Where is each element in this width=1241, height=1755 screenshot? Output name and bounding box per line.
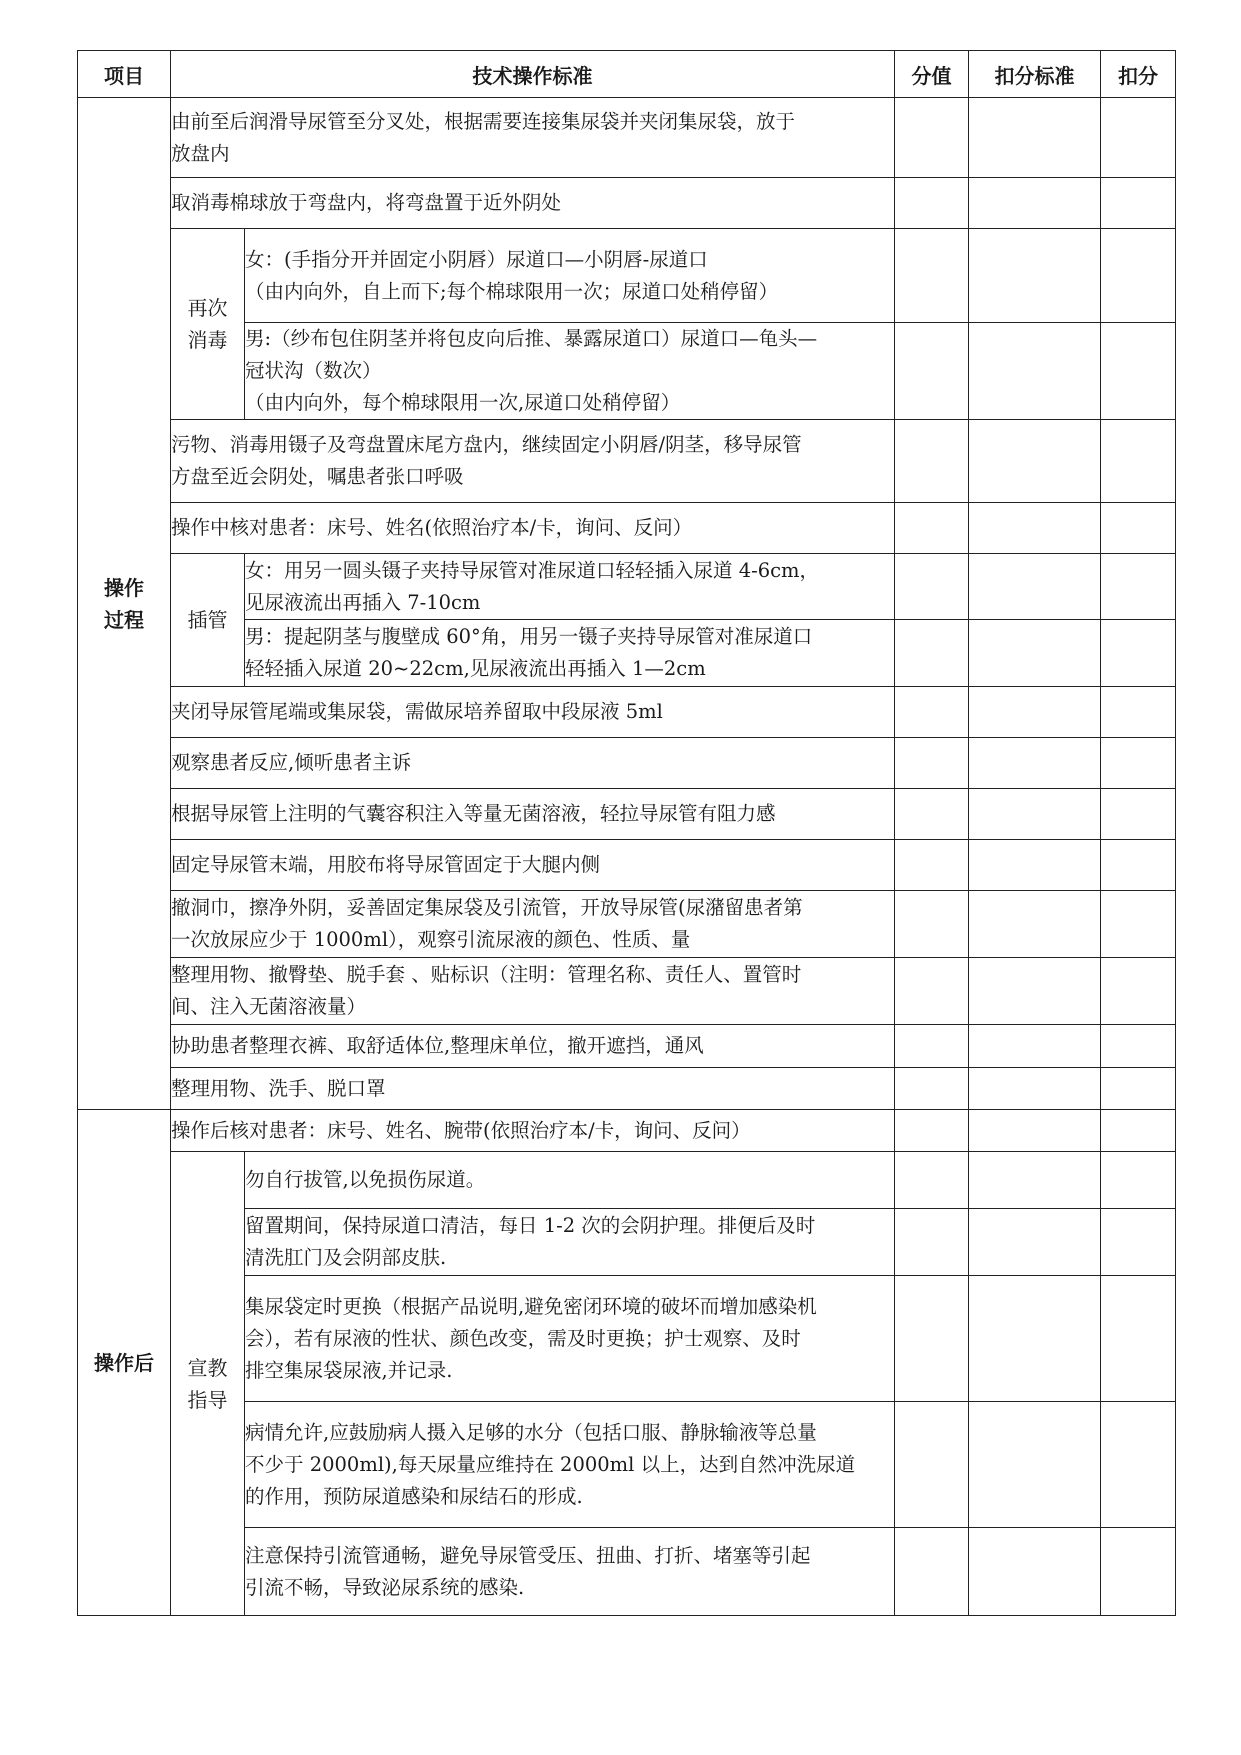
score-cell[interactable] <box>895 1152 969 1209</box>
deduct-cell[interactable] <box>1101 1209 1176 1276</box>
deduct-standard-cell[interactable] <box>969 620 1101 687</box>
deduct-standard-cell[interactable] <box>969 1209 1101 1276</box>
score-cell[interactable] <box>895 554 969 620</box>
score-cell[interactable] <box>895 229 969 323</box>
row-text: 协助患者整理衣裤、取舒适体位,整理床单位，撤开遮挡，通风 <box>171 1025 895 1068</box>
score-cell[interactable] <box>895 1209 969 1276</box>
row-text: 撤洞巾，擦净外阴，妥善固定集尿袋及引流管，开放导尿管(尿潴留患者第 一次放尿应少于 1000ml），观察引流尿液的颜色、性质、量 <box>171 891 895 958</box>
row-text: 由前至后润滑导尿管至分叉处，根据需要连接集尿袋并夹闭集尿袋，放于 放盘内 <box>171 98 895 178</box>
score-cell[interactable] <box>895 1276 969 1402</box>
score-cell[interactable] <box>895 98 969 178</box>
deduct-standard-cell[interactable] <box>969 1110 1101 1152</box>
row-text: 夹闭导尿管尾端或集尿袋，需做尿培养留取中段尿液 5ml <box>171 687 895 738</box>
table-row <box>78 420 1176 503</box>
deduct-standard-cell[interactable] <box>969 178 1101 229</box>
subsection-education-label: 宣教 指导 <box>171 1152 245 1616</box>
deduct-cell[interactable] <box>1101 229 1176 323</box>
deduct-standard-cell[interactable] <box>969 1528 1101 1616</box>
score-cell[interactable] <box>895 687 969 738</box>
score-cell[interactable] <box>895 958 969 1025</box>
score-cell[interactable] <box>895 738 969 789</box>
score-cell[interactable] <box>895 620 969 687</box>
row-text: 操作后核对患者：床号、姓名、腕带(依照治疗本/卡，询问、反问） <box>171 1110 895 1152</box>
table-row <box>78 1110 1176 1152</box>
score-cell[interactable] <box>895 1528 969 1616</box>
deduct-cell[interactable] <box>1101 178 1176 229</box>
table-row <box>78 687 1176 738</box>
deduct-cell[interactable] <box>1101 840 1176 891</box>
score-cell[interactable] <box>895 891 969 958</box>
row-text: 集尿袋定时更换（根据产品说明,避免密闭环境的破坏而增加感染机 会），若有尿液的性状、颜色改变，需及时更换；护士观察、及时 排空集尿袋尿液,并记录. <box>245 1276 895 1402</box>
header-deduct: 扣分 <box>1101 51 1176 98</box>
score-cell[interactable] <box>895 503 969 554</box>
row-text: 勿自行拔管,以免损伤尿道。 <box>245 1152 895 1209</box>
score-cell[interactable] <box>895 789 969 840</box>
table-row <box>78 178 1176 229</box>
score-cell[interactable] <box>895 420 969 503</box>
header-standard: 技术操作标准 <box>171 51 895 98</box>
deduct-cell[interactable] <box>1101 1276 1176 1402</box>
deduct-cell[interactable] <box>1101 1110 1176 1152</box>
row-text: 根据导尿管上注明的气囊容积注入等量无菌溶液，轻拉导尿管有阻力感 <box>171 789 895 840</box>
deduct-standard-cell[interactable] <box>969 1152 1101 1209</box>
row-text: 操作中核对患者：床号、姓名(依照治疗本/卡，询问、反问） <box>171 503 895 554</box>
score-cell[interactable] <box>895 840 969 891</box>
table-row <box>78 1068 1176 1110</box>
section-after-label: 操作后 <box>78 1110 171 1616</box>
deduct-cell[interactable] <box>1101 503 1176 554</box>
header-row <box>78 51 1176 98</box>
deduct-cell[interactable] <box>1101 687 1176 738</box>
operation-standard-table <box>77 50 1176 1616</box>
table-row <box>78 503 1176 554</box>
deduct-standard-cell[interactable] <box>969 323 1101 420</box>
deduct-standard-cell[interactable] <box>969 229 1101 323</box>
deduct-standard-cell[interactable] <box>969 1402 1101 1528</box>
table-row <box>78 229 1176 323</box>
deduct-cell[interactable] <box>1101 1025 1176 1068</box>
table-row <box>78 738 1176 789</box>
row-text: 男：提起阴茎与腹壁成 60°角，用另一镊子夹持导尿管对准尿道口 轻轻插入尿道 20~22cm,见尿液流出再插入 1—2cm <box>245 620 895 687</box>
deduct-cell[interactable] <box>1101 789 1176 840</box>
deduct-cell[interactable] <box>1101 620 1176 687</box>
deduct-standard-cell[interactable] <box>969 738 1101 789</box>
subsection-redisinfect-label: 再次 消毒 <box>171 229 245 420</box>
section-process-label: 操作 过程 <box>78 98 171 1110</box>
deduct-standard-cell[interactable] <box>969 958 1101 1025</box>
table-row <box>78 98 1176 178</box>
row-text: 注意保持引流管通畅，避免导尿管受压、扭曲、打折、堵塞等引起 引流不畅，导致泌尿系统的感染. <box>245 1528 895 1616</box>
deduct-standard-cell[interactable] <box>969 554 1101 620</box>
deduct-cell[interactable] <box>1101 891 1176 958</box>
row-text: 男:（纱布包住阴茎并将包皮向后推、暴露尿道口）尿道口—龟头— 冠状沟（数次） （由内向外，每个棉球限用一次,尿道口处稍停留） <box>245 323 895 420</box>
table-row <box>78 958 1176 1025</box>
table-row <box>78 1152 1176 1209</box>
table-row <box>78 891 1176 958</box>
deduct-cell[interactable] <box>1101 323 1176 420</box>
deduct-standard-cell[interactable] <box>969 1068 1101 1110</box>
score-cell[interactable] <box>895 1110 969 1152</box>
deduct-cell[interactable] <box>1101 420 1176 503</box>
row-text: 整理用物、撤臀垫、脱手套 、贴标识（注明：管理名称、责任人、置管时 间、注入无菌溶液量） <box>171 958 895 1025</box>
row-text: 病情允许,应鼓励病人摄入足够的水分（包括口服、静脉输液等总量 不少于 2000ml),每天尿量应维持在 2000ml 以上，达到自然冲洗尿道 的作用，预防尿道感染和尿结石的形成. <box>245 1402 895 1528</box>
deduct-standard-cell[interactable] <box>969 891 1101 958</box>
row-text: 整理用物、洗手、脱口罩 <box>171 1068 895 1110</box>
row-text: 女：用另一圆头镊子夹持导尿管对准尿道口轻轻插入尿道 4-6cm， 见尿液流出再插入 7-10cm <box>245 554 895 620</box>
row-text: 固定导尿管末端，用胶布将导尿管固定于大腿内侧 <box>171 840 895 891</box>
deduct-cell[interactable] <box>1101 958 1176 1025</box>
header-deduct-standard: 扣分标准 <box>969 51 1101 98</box>
deduct-cell[interactable] <box>1101 1068 1176 1110</box>
score-cell[interactable] <box>895 1025 969 1068</box>
score-cell[interactable] <box>895 1068 969 1110</box>
subsection-catheterize-label: 插管 <box>171 554 245 687</box>
deduct-standard-cell[interactable] <box>969 1276 1101 1402</box>
row-text: 取消毒棉球放于弯盘内，将弯盘置于近外阴处 <box>171 178 895 229</box>
score-cell[interactable] <box>895 178 969 229</box>
deduct-cell[interactable] <box>1101 554 1176 620</box>
table-row <box>78 554 1176 620</box>
deduct-standard-cell[interactable] <box>969 98 1101 178</box>
row-text: 留置期间，保持尿道口清洁，每日 1-2 次的会阴护理。排便后及时 清洗肛门及会阴部皮肤. <box>245 1209 895 1276</box>
table-row <box>78 789 1176 840</box>
deduct-standard-cell[interactable] <box>969 789 1101 840</box>
header-score: 分值 <box>895 51 969 98</box>
deduct-cell[interactable] <box>1101 1402 1176 1528</box>
header-item: 项目 <box>78 51 171 98</box>
row-text: 观察患者反应,倾听患者主诉 <box>171 738 895 789</box>
score-cell[interactable] <box>895 323 969 420</box>
score-cell[interactable] <box>895 1402 969 1528</box>
deduct-standard-cell[interactable] <box>969 503 1101 554</box>
row-text: 污物、消毒用镊子及弯盘置床尾方盘内，继续固定小阴唇/阴茎，移导尿管 方盘至近会阴处，嘱患者张口呼吸 <box>171 420 895 503</box>
deduct-cell[interactable] <box>1101 738 1176 789</box>
deduct-cell[interactable] <box>1101 98 1176 178</box>
deduct-standard-cell[interactable] <box>969 687 1101 738</box>
table-row <box>78 1025 1176 1068</box>
row-text: 女：(手指分开并固定小阴唇）尿道口—小阴唇-尿道口 （由内向外，自上而下;每个棉球限用一次；尿道口处稍停留） <box>245 229 895 323</box>
deduct-standard-cell[interactable] <box>969 840 1101 891</box>
deduct-cell[interactable] <box>1101 1152 1176 1209</box>
deduct-standard-cell[interactable] <box>969 420 1101 503</box>
deduct-standard-cell[interactable] <box>969 1025 1101 1068</box>
deduct-cell[interactable] <box>1101 1528 1176 1616</box>
table-row <box>78 840 1176 891</box>
